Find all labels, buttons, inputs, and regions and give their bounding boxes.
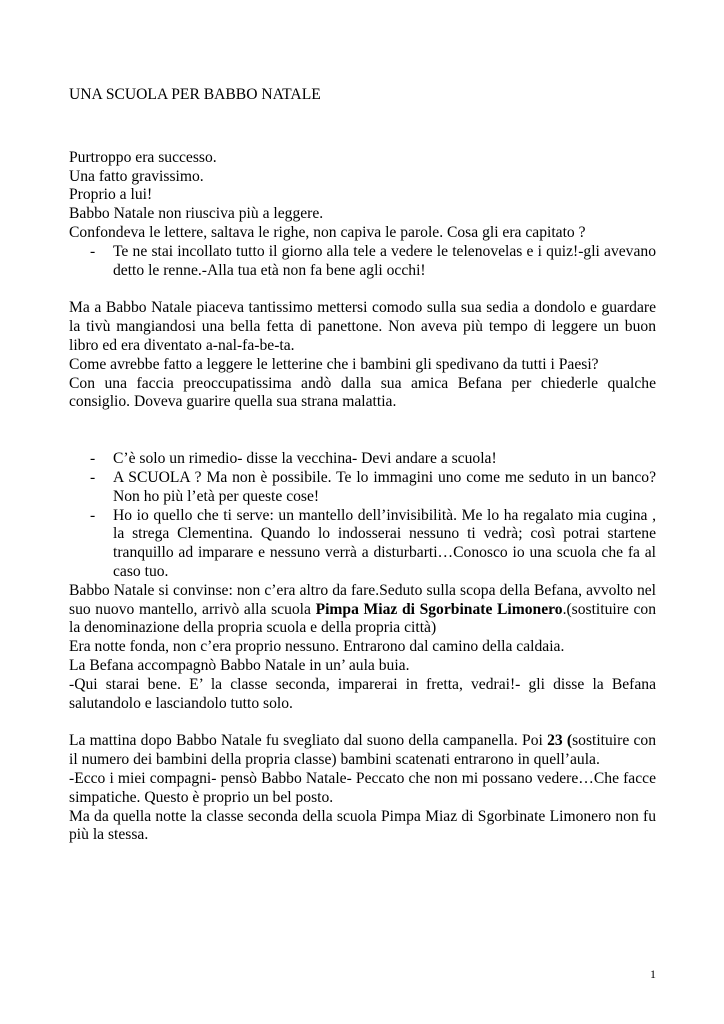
intro-line: Babbo Natale non riusciva più a leggere. [69,205,324,223]
dialogue-text: Te ne stai incollato tutto il giorno alla tele a vedere le telenovelas e i quiz!-gli avevano detto le renne.-Alla tua età non fa bene agli occhi! [113,242,656,279]
page-body [69,86,656,845]
paragraph [69,582,656,638]
page-number: 1 [650,967,656,981]
document-title: UNA SCUOLA PER BABBO NATALE [69,86,321,103]
dialogue-item [69,243,656,281]
paragraph-text: sostituire con il numero dei bambini della propria classe) bambini scatenati entrarono in quell’aula. [69,732,656,769]
dialogue-text: A SCUOLA ? Ma non è possibile. Te lo immagini uno come me seduto in un banco? Non ho più l’età per queste cose! [113,468,656,505]
paragraph: Con una faccia preoccupatissima andò dalla sua amica Befana per chiederle qualche consiglio. Doveva guarire quella sua strana malattia. [69,374,656,411]
paragraph-text: Babbo Natale si convinse: non c’era altro da fare.Seduto sulla scopa della Befana, avvolto nel suo nuovo mantello, arrivò alla scuola [69,581,656,618]
paragraph-line: Era notte fonda, non c’era proprio nessuno. Entrarono dal camino della caldaia. [69,638,565,656]
paragraph-line: La Befana accompagnò Babbo Natale in un’ aula buia. [69,656,410,674]
dialogue-text: C’è solo un rimedio- disse la vecchina- Devi andare a scuola! [113,450,497,468]
intro-line: Una fatto gravissimo. [69,167,204,185]
paragraph-text: .(sostituire con la denominazione della propria scuola e della propria città) [69,600,656,637]
paragraph: Ma da quella notte la classe seconda della scuola Pimpa Miaz di Sgorbinate Limonero non fu più la stessa. [69,807,656,844]
paragraph: Come avrebbe fatto a leggere le letterine che i bambini gli spedivano da tutti i Paesi? [69,355,599,373]
paragraph-text: La mattina dopo Babbo Natale fu svegliato dal suono della campanella. Poi [69,732,548,750]
dialogue-text: Ho io quello che ti serve: un mantello dell’invisibilità. Me lo ha regalato mia cugina , la strega Clementina. Quando lo indosserai nessuno ti vedrà; così potrai startene tranquillo ad imparare e nessuno verrà a disturbarti…Conosco io una scuola che fa al caso tuo. [113,506,656,580]
dialogue-item [69,507,656,582]
dialogue-item [69,469,656,507]
dash-marker: - [90,468,96,486]
dash-marker: - [90,450,96,468]
paragraph: -Qui starai bene. E’ la classe seconda, imparerai in fretta, vedrai!- gli disse la Befana salutandolo e lasciandolo tutto solo. [69,675,656,712]
school-name: Pimpa Miaz di Sgorbinate Limonero [315,600,563,618]
intro-line: Confondeva le lettere, saltava le righe, non capiva le parole. Cosa gli era capitato ? [69,223,586,241]
children-count: 23 ( [547,732,573,750]
paragraph: -Ecco i miei compagni- pensò Babbo Natale- Peccato che non mi possano vedere…Che facce simpatiche. Questo è proprio un bel posto. [69,769,656,806]
dash-marker: - [90,506,96,524]
intro-line: Purtroppo era successo. [69,148,217,166]
paragraph [69,732,656,770]
dash-marker: - [90,242,96,260]
paragraph: Ma a Babbo Natale piaceva tantissimo mettersi comodo sulla sua sedia a dondolo e guardare la tivù mangiandosi una bella fetta di panettone. Non aveva più tempo di leggere un buon libro ed era diventato a-nal-fa-be-ta. [69,299,656,354]
dialogue-item [69,450,656,469]
intro-line: Proprio a lui! [69,186,153,204]
